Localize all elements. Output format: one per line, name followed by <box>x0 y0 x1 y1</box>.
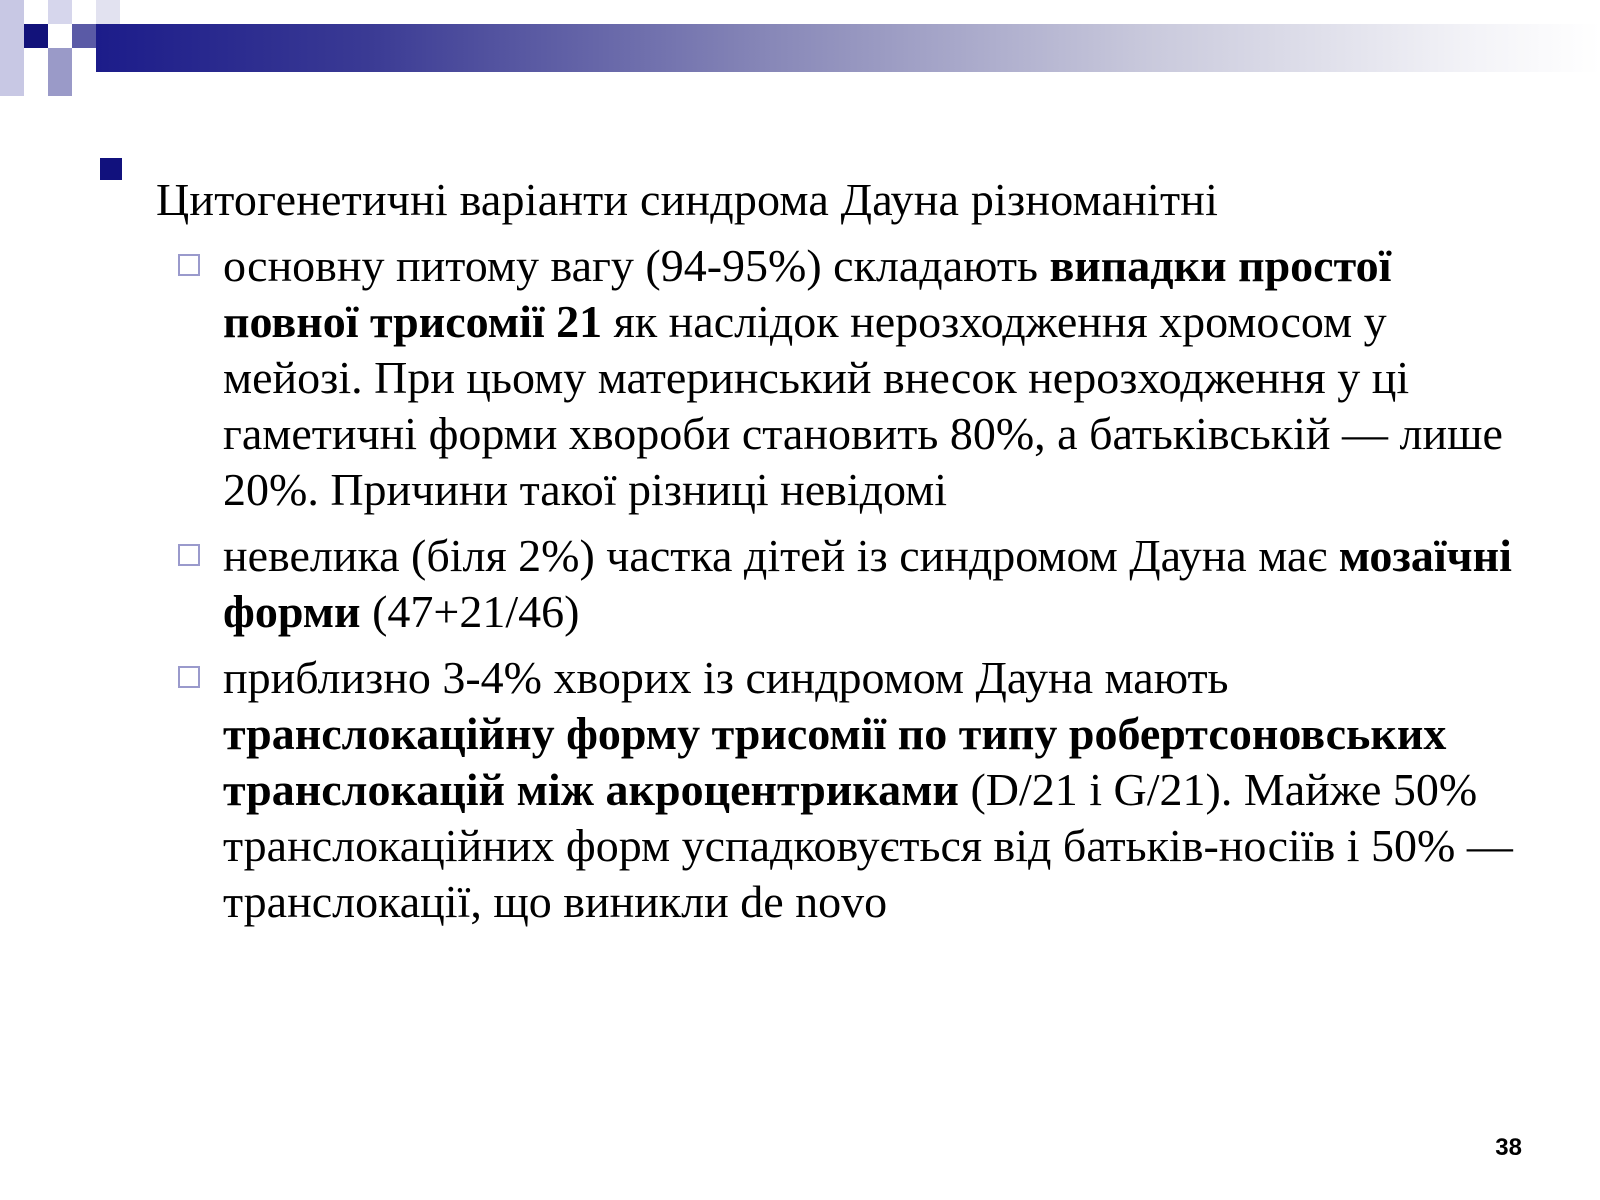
item-text: невелика (біля 2%) частка дітей із синдромом Дауна має <box>223 530 1339 581</box>
sub-bullet-list <box>100 238 1530 932</box>
item-bold-text: випадки простої повної трисомії 21 <box>223 240 1392 347</box>
page-number: 38 <box>1495 1134 1522 1161</box>
hollow-square-bullet-icon <box>178 544 200 566</box>
item-text: як наслідок нерозходження хромосом у мейозі. При цьому материнський внесок нерозходження у ці гаметичні форми хвороби становить 80%, а батьківській — лише 20%. Причини такої різниці невідомі <box>223 296 1503 515</box>
header-decor-square <box>24 24 48 48</box>
item-text: (D/21 і G/21). Майже 50% транслокаційних форм успадковується від батьків-носіїв і 50% — транслокації, що виникли de novo <box>223 764 1513 927</box>
header-gradient-band <box>96 24 1600 72</box>
list-item <box>223 650 1530 932</box>
header-decor-square <box>48 48 72 96</box>
header-decor-square <box>48 0 72 24</box>
item-bold-text: транслокаційну форму трисомії по типу робертсоновських транслокацій між акроцентриками <box>223 708 1447 815</box>
list-item <box>223 528 1530 642</box>
header-decor-square <box>96 0 120 24</box>
header-decor-square <box>72 24 96 48</box>
item-text: основну питому вагу (94-95%) складають <box>223 240 1050 291</box>
slide-content <box>100 158 1530 932</box>
filled-square-bullet-icon <box>100 158 122 180</box>
item-text: приблизно 3-4% хворих із синдромом Дауна мають <box>223 652 1229 703</box>
item-text: (47+21/46) <box>360 586 580 637</box>
hollow-square-bullet-icon <box>178 666 200 688</box>
list-item <box>223 238 1530 520</box>
hollow-square-bullet-icon <box>178 254 200 276</box>
header-decor-square <box>0 0 24 96</box>
slide-heading: Цитогенетичні варіанти синдрома Дауна різноманітні <box>156 174 1219 225</box>
item-bold-text: мозаїчні форми <box>223 530 1512 637</box>
